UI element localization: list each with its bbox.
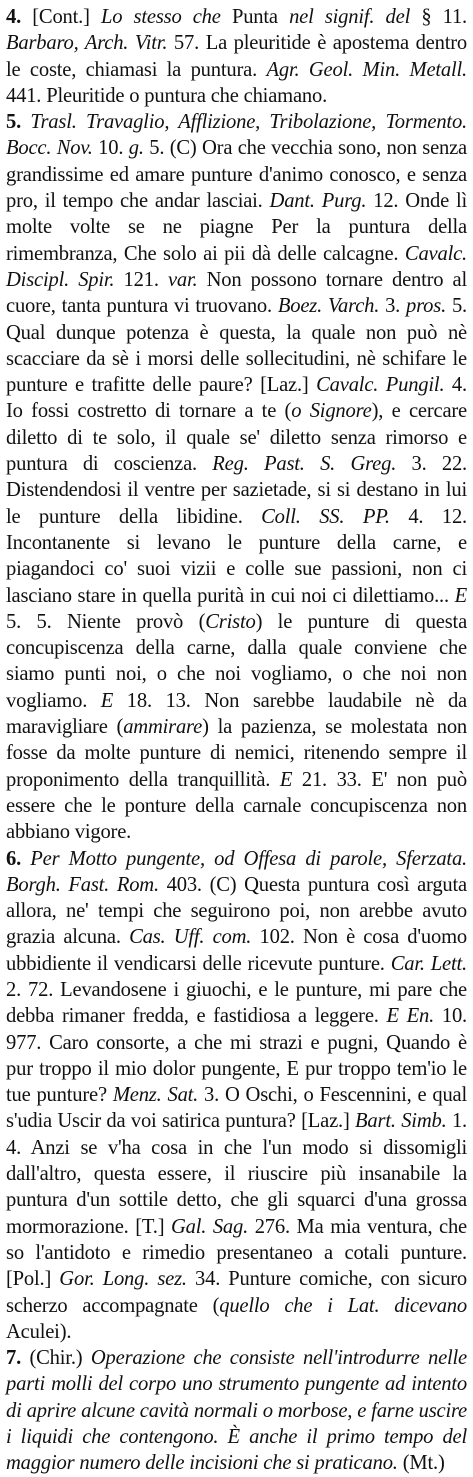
- entry-text: 3. O Oschi, o Fescennini, e qual s'udia Uscir da voi satirica puntura? [Laz.]: [6, 1084, 468, 1133]
- italic-text: E: [100, 689, 114, 712]
- dictionary-entry: [6, 1345, 467, 1476]
- entry-text: Punta: [220, 6, 290, 28]
- entry-text: Aculei).: [6, 1320, 72, 1343]
- entry-text: 4. 12. Incontanente si levano le punture della carne, e piagandoci co' suoi vizii e colle sue passioni, non ci lasciano stare in quella purità in cui noi ci dilettiamo...: [6, 505, 467, 607]
- dictionary-entry: [6, 109, 467, 845]
- italic-text: pros.: [406, 295, 447, 318]
- italic-text: E: [279, 768, 293, 791]
- italic-text: Gal. Sag.: [170, 1215, 249, 1238]
- italic-text: Gor. Long. sez.: [59, 1268, 187, 1291]
- entry-text: 403. (C) Questa puntura così arguta allora, ne' tempi che seguirono poi, non arebbe avuto grazia alcuna.: [6, 873, 467, 949]
- dictionary-entry: [6, 846, 467, 1346]
- entry-text: 5. 5. Niente provò (: [6, 610, 206, 633]
- italic-text: Menz. Sat.: [112, 1084, 199, 1107]
- dictionary-entry: [6, 4, 467, 109]
- italic-text: o Signore: [291, 400, 372, 423]
- italic-text: Car. Lett.: [390, 952, 467, 975]
- italic-text: g.: [128, 137, 144, 160]
- entry-text: 5. Qual dunque potenza è questa, la quale non può nè scacciare da sè i morsi delle sollecitudini, nè schifare le punture e trafitte delle paure? [Laz.]: [6, 295, 467, 397]
- italic-text: Dant. Purg.: [269, 190, 367, 213]
- entry-text: 4. Io fossi costretto di tornare a te (: [6, 374, 467, 423]
- italic-text: Cas. Uff. com.: [129, 926, 252, 949]
- entry-text: ) la pazienza, se molestata non fosse da molte punture di nemici, ritenendo sempre il proponimento della tranquillità.: [6, 716, 468, 791]
- entry-text: [21, 848, 30, 870]
- entry-text: 12. Onde lì molte volte se ne piagne Per la puntura della rimembranza, Che solo ai pii dà delle calcagne.: [6, 190, 468, 265]
- italic-text: Cavalc. Pungil.: [316, 374, 445, 397]
- entry-number: 6.: [6, 847, 22, 870]
- entry-text: ) le punture di questa concupiscenza della carne, dalla quale conviene che siamo punti noi, o che noi vogliamo, o che noi non vogliamo.: [6, 610, 468, 712]
- entry-text: 2. 72. Levandosene i giuochi, e le punture, mi pare che debba rimaner fredda, e fastidiosa a leggere.: [6, 978, 467, 1028]
- entry-text: § 11.: [410, 6, 468, 28]
- italic-text: Per Motto pungente, od Offesa di parole, Sferzata. Borgh. Fast. Rom.: [6, 847, 467, 896]
- entry-text: 3.: [379, 295, 407, 318]
- entry-text: 441. Pleuritide o puntura che chiamano.: [6, 84, 328, 107]
- entry-number: 4.: [6, 6, 22, 28]
- entry-number: 7.: [6, 1347, 22, 1370]
- entry-text: 21. 33. E' non può essere che le ponture della carnale concupiscenza non abbiano vigore.: [6, 768, 467, 844]
- italic-text: Cavalc. Discipl. Spir.: [6, 242, 467, 291]
- entry-text: 276. Ma mia ventura, che so l'antidoto e rimedio presentaneo a cotali punture. [Pol.]: [6, 1215, 467, 1291]
- entry-text: 121.: [114, 268, 168, 291]
- entry-text: 1. 4. Anzi se v'ha cosa in che l'un modo si dissomigli dall'altro, questa essere, il riuscire più insanabile la puntura d'un sottile detto, che gli squarci d'una grossa mormorazione. [T.]: [6, 1110, 468, 1238]
- entry-text: (Chir.): [21, 1347, 91, 1370]
- entry-text: 10. 977. Caro consorte, a che mi strazi e pugni, Quando è pur troppo il mio dolor pungente, E pur troppo tem'io le tue punture?: [6, 1005, 467, 1107]
- entry-text: 18. 13. Non sarebbe laudabile nè da maravigliare (: [6, 689, 467, 739]
- italic-text: nel signif. del: [289, 6, 411, 28]
- entry-text: Non possono tornare dentro al cuore, tanta puntura vi truovano.: [6, 268, 467, 318]
- entry-text: 102. Non è cosa d'uomo ubbidiente il vendicarsi delle ricevute punture.: [6, 926, 468, 975]
- italic-text: ammirare: [123, 716, 203, 739]
- italic-text: Agr. Geol. Min. Metall.: [266, 58, 467, 81]
- entry-number: 5.: [6, 111, 22, 134]
- entry-list: [6, 4, 467, 1477]
- entry-text: 5. (C) Ora che vecchia sono, non senza grandissime ed amare punture d'animo conosco, e senza pro, il tempo che andar lasciai.: [6, 137, 467, 213]
- entry-text: 57. La pleuritide è apostema dentro le coste, chiamasi la puntura.: [6, 32, 467, 81]
- italic-text: E: [454, 584, 467, 607]
- italic-text: Trasl. Travaglio, Afflizione, Tribolazione, Tormento. Bocc. Nov.: [6, 111, 467, 160]
- entry-text: 10.: [92, 137, 129, 160]
- italic-text: E En.: [386, 1005, 435, 1028]
- italic-text: quello che i Lat. dicevano: [219, 1294, 467, 1317]
- italic-text: Cristo: [205, 610, 256, 633]
- italic-text: Boez. Varch.: [277, 295, 380, 318]
- italic-text: Operazione che consiste nell'introdurre nelle parti molli del corpo uno strumento pungente ad intento di aprire alcune cavità normali o morbose, e farne uscire i liquidi che contengono. È anche il primo tempo del maggior numero delle incisioni che si praticano.: [6, 1347, 467, 1475]
- entry-text: [Cont.]: [21, 6, 101, 28]
- entry-text: [21, 111, 30, 133]
- italic-text: Coll. SS. PP.: [261, 505, 390, 528]
- italic-text: Barbaro, Arch. Vitr.: [6, 32, 168, 55]
- entry-text: ), e cercare diletto di te solo, il quale se' diletto senza rimorso e puntura di coscienza.: [6, 400, 467, 476]
- entry-text: (Mt.): [397, 1452, 445, 1475]
- italic-text: var.: [167, 268, 198, 291]
- italic-text: Reg. Past. S. Greg.: [212, 453, 397, 476]
- italic-text: Lo stesso che: [100, 6, 221, 28]
- entry-text: 3. 22. Distendendosi il ventre per sazietade, si si destano in lui le punture della libidine.: [6, 453, 467, 528]
- entry-text: 34. Punture comiche, con sicuro scherzo accompagnate (: [6, 1268, 467, 1317]
- italic-text: Bart. Simb.: [355, 1110, 447, 1133]
